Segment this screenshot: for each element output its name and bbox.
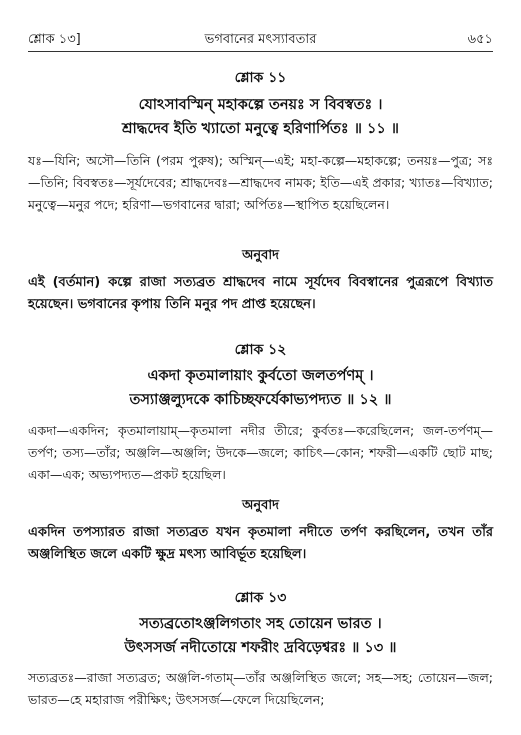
running-header xyxy=(28,30,493,48)
verse-line: শ্রাদ্ধদেব ইতি খ্যাতো মনুত্বে হরিণার্পিতঃ ॥ ১১ ॥ xyxy=(121,121,400,137)
verse-heading: শ্লোক ১২ xyxy=(234,342,287,358)
verse-line: সত্যব্রতোঽঞ্জলিগতাং সহ তোয়েন ভারত । xyxy=(139,616,382,632)
translation-title: অনুবাদ xyxy=(242,248,279,263)
header-verse-ref: শ্লোক ১৩] xyxy=(28,32,81,47)
verse-heading: শ্লোক ১১ xyxy=(234,70,287,86)
verse-heading: শ্লোক ১৩ xyxy=(234,590,287,606)
verse-line: একদা কৃতমালায়াং কুর্বতো জলতর্পণম্ । xyxy=(147,368,374,384)
verse-line: উৎসসর্জ নদীতোয়ে শফরীং দ্রবিড়েশ্বরঃ ॥ ১৩ ॥ xyxy=(124,640,397,656)
synonyms: সত্যব্রতঃ—রাজা সত্যব্রত; অঞ্জলি-গতাম্—তাঁর অঞ্জলিস্থিত জলে; সহ—সহ; তোয়েন—জল; ভারত—হে মহারাজ পরীক্ষিৎ; উৎসসর্জ—ফেলে দিয়েছিলেন; xyxy=(28,670,493,707)
header-chapter-title: ভগবানের মৎস্যাবতার xyxy=(204,32,317,47)
verse-line: তস্যাঞ্জল্যুদকে কাচিচ্ছফর্যেকাভ্যপদ্যত ॥ ১২ ॥ xyxy=(129,392,392,408)
verse-line: যোঽসাবস্মিন্ মহাকল্পে তনয়ঃ স বিবস্বতঃ । xyxy=(138,97,383,113)
verse-text xyxy=(28,93,493,141)
synonyms: একদা—একদিন; কৃতমালায়াম্—কৃতমালা নদীর তীরে; কুর্বতঃ—করেছিলেন; জল-তর্পণম্—তর্পণ; তস্য—তাঁর; অঞ্জলি—অঞ্জলি; উদকে—জলে; কাচিৎ—কোন; শফরী—একটি ছোট মাছ; একা—এক; অভ্যপদ্যত—প্রকট হয়েছিল। xyxy=(28,423,493,482)
page-number: ৬৫১ xyxy=(467,32,493,47)
verse-text xyxy=(28,612,493,660)
synonyms: যঃ—যিনি; অসৌ—তিনি (পরম পুরুষ); অস্মিন্—এই; মহা-কল্পে—মহাকল্পে; তনয়ঃ—পুত্র; সঃ—তিনি; বিবস্বতঃ—সূর্যদেবের; শ্রাদ্ধদেবঃ—শ্রাদ্ধদেব নামক; ইতি—এই প্রকার; খ্যাতঃ—বিখ্যাত; মনুত্বে—মনুর পদে; হরিণা—ভগবানের দ্বারা; অর্পিতঃ—স্থাপিত হয়েছিলেন। xyxy=(28,153,493,212)
verse-text xyxy=(28,364,493,412)
translation: একদিন তপস্যারত রাজা সত্যব্রত যখন কৃতমালা নদীতে তর্পণ করছিলেন, তখন তাঁর অঞ্জলিস্থিত জলে একটি ক্ষুদ্র মৎস্য আবির্ভূত হয়েছিল। xyxy=(28,525,493,562)
header-rule xyxy=(28,51,493,52)
translation-title: অনুবাদ xyxy=(242,498,279,513)
translation: এই (বর্তমান) কল্পে রাজা সত্যব্রত শ্রাদ্ধদেব নামে সূর্যদেব বিবস্বানের পুত্ররূপে বিখ্যাত হয়েছেন। ভগবানের কৃপায় তিনি মনুর পদ প্রাপ্ত হয়েছেন। xyxy=(28,275,493,312)
